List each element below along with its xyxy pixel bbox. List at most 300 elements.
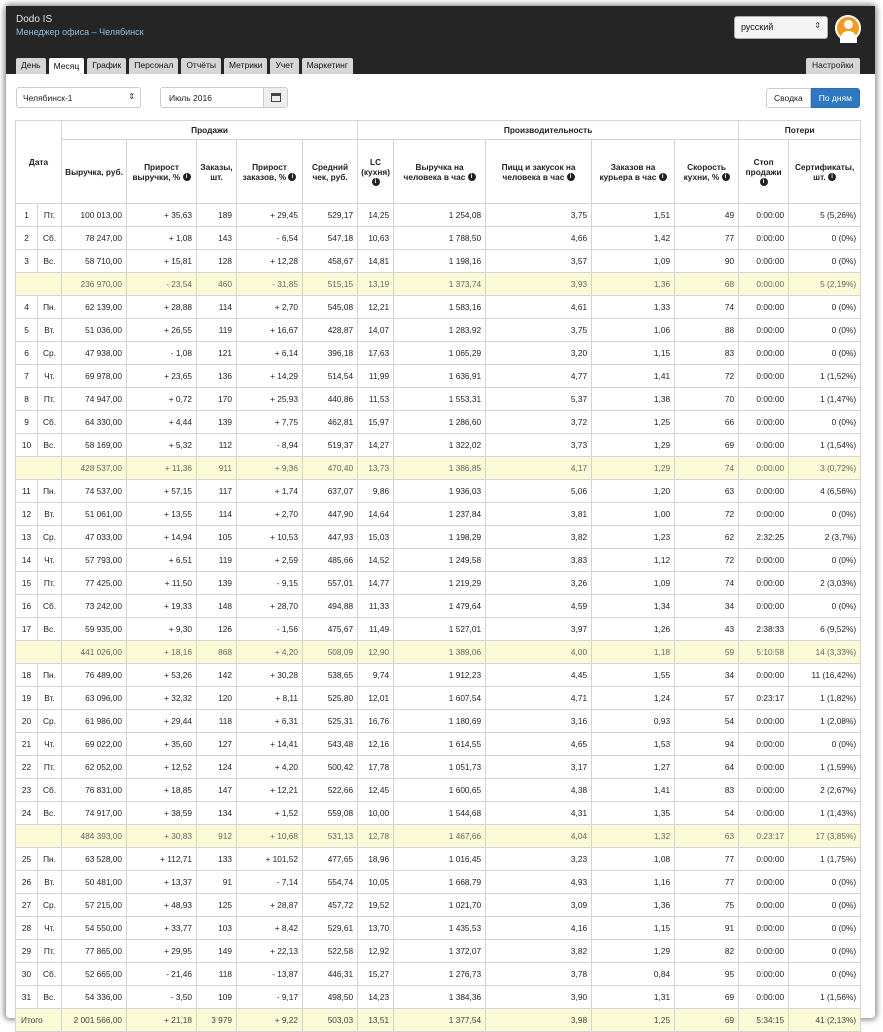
table-cell: 11,33: [358, 595, 394, 618]
tab-2[interactable]: График: [87, 58, 126, 74]
table-cell: 3,73: [486, 434, 592, 457]
table-cell: 82: [675, 940, 739, 963]
table-cell: 77: [675, 227, 739, 250]
table-cell: 1 583,16: [394, 296, 486, 319]
table-cell: + 15,81: [127, 250, 197, 273]
table-row: [16, 986, 861, 1009]
table-cell: 1,12: [592, 549, 675, 572]
table-cell: 1 (1,54%): [789, 434, 861, 457]
date-header: Дата: [16, 121, 62, 204]
table-cell: 0,93: [592, 710, 675, 733]
tab-6[interactable]: Учет: [270, 58, 298, 74]
table-cell: 63: [675, 480, 739, 503]
user-avatar-icon[interactable]: [835, 15, 861, 41]
tab-7[interactable]: Маркетинг: [302, 58, 353, 74]
table-cell: 1 (1,82%): [789, 687, 861, 710]
table-cell: Ср.: [38, 526, 62, 549]
table-cell: 69: [675, 986, 739, 1009]
table-cell: - 7,14: [237, 871, 303, 894]
table-cell: 62 052,00: [62, 756, 127, 779]
table-cell: 143: [197, 227, 237, 250]
table-cell: 1 (1,56%): [789, 986, 861, 1009]
table-row: [16, 480, 861, 503]
table-row: [16, 365, 861, 388]
table-cell: 54 336,00: [62, 986, 127, 1009]
revenue-header: Выручка, руб.: [62, 140, 127, 204]
table-cell: + 32,32: [127, 687, 197, 710]
table-cell: 14,23: [358, 986, 394, 1009]
lc-header[interactable]: LC (кухня) i: [358, 140, 394, 204]
table-cell: - 8,94: [237, 434, 303, 457]
table-cell: 10: [16, 434, 38, 457]
table-cell: 0 (0%): [789, 917, 861, 940]
stop-sales-header[interactable]: Стоп продажи i: [739, 140, 789, 204]
table-cell: Пн.: [38, 480, 62, 503]
table-cell: 16: [16, 595, 38, 618]
table-cell: 3,26: [486, 572, 592, 595]
table-cell: 1 254,08: [394, 204, 486, 227]
table-row: [16, 503, 861, 526]
settings-tab[interactable]: Настройки: [806, 58, 860, 74]
table-cell: 1 544,68: [394, 802, 486, 825]
table-cell: 9: [16, 411, 38, 434]
table-cell: + 10,68: [237, 825, 303, 848]
table-cell: 139: [197, 572, 237, 595]
table-cell: 64 330,00: [62, 411, 127, 434]
table-cell: 911: [197, 457, 237, 480]
table-cell: 0 (0%): [789, 549, 861, 572]
table-cell: 2 (2,67%): [789, 779, 861, 802]
table-cell: 126: [197, 618, 237, 641]
table-cell: + 0,72: [127, 388, 197, 411]
table-cell: 0 (0%): [789, 733, 861, 756]
table-cell: 5: [16, 319, 38, 342]
total-label: Итого: [16, 1009, 62, 1032]
app-subtitle-link[interactable]: Менеджер офиса – Челябинск: [16, 27, 144, 37]
table-cell: 477,65: [303, 848, 358, 871]
table-cell: 1 435,53: [394, 917, 486, 940]
table-cell: 0:00:00: [739, 296, 789, 319]
table-cell: 1 373,74: [394, 273, 486, 296]
info-icon[interactable]: i: [468, 173, 476, 181]
table-cell: Сб.: [38, 595, 62, 618]
language-select[interactable]: [734, 16, 828, 39]
city-select[interactable]: [16, 87, 141, 108]
table-cell: 3,75: [486, 319, 592, 342]
table-cell: 72: [675, 503, 739, 526]
table-cell: 0:00:00: [739, 894, 789, 917]
table-cell: 95: [675, 963, 739, 986]
tab-5[interactable]: Метрики: [224, 58, 267, 74]
table-cell: + 22,13: [237, 940, 303, 963]
table-cell: + 2,70: [237, 296, 303, 319]
table-cell: 4,45: [486, 664, 592, 687]
select-arrows-icon: ⇕: [814, 21, 821, 30]
table-cell: 3,23: [486, 848, 592, 871]
table-cell: 77 425,00: [62, 572, 127, 595]
tab-3[interactable]: Персонал: [129, 58, 178, 74]
table-cell: 136: [197, 365, 237, 388]
table-cell: 3,72: [486, 411, 592, 434]
table-cell: 51 036,00: [62, 319, 127, 342]
table-cell: 0:00:00: [739, 940, 789, 963]
week-summary-row: [16, 457, 861, 480]
table-cell: 0:00:00: [739, 342, 789, 365]
table-cell: Вс.: [38, 618, 62, 641]
main-tabs: [16, 58, 356, 74]
table-cell: 14,64: [358, 503, 394, 526]
table-cell: 54: [675, 710, 739, 733]
table-cell: 14,25: [358, 204, 394, 227]
table-cell: 0:00:00: [739, 227, 789, 250]
calendar-icon[interactable]: [263, 88, 287, 107]
table-cell: 12,78: [358, 825, 394, 848]
table-cell: - 6,54: [237, 227, 303, 250]
table-cell: 10,63: [358, 227, 394, 250]
rev-per-person-header[interactable]: Выручка на человека в час i: [394, 140, 486, 204]
table-cell: 22: [16, 756, 38, 779]
table-cell: 0:00:00: [739, 388, 789, 411]
table-cell: 1 936,03: [394, 480, 486, 503]
table-row: [16, 204, 861, 227]
table-cell: 0:00:00: [739, 319, 789, 342]
table-cell: 0:00:00: [739, 917, 789, 940]
table-cell: 13,70: [358, 917, 394, 940]
table-cell: 62 139,00: [62, 296, 127, 319]
table-cell: 69: [675, 434, 739, 457]
table-cell: 1 286,60: [394, 411, 486, 434]
table-cell: 440,86: [303, 388, 358, 411]
table-row: [16, 250, 861, 273]
table-cell: - 21,46: [127, 963, 197, 986]
table-cell: 4: [16, 296, 38, 319]
table-cell: 1 (1,75%): [789, 848, 861, 871]
table-cell: + 30,28: [237, 664, 303, 687]
revenue-growth-header[interactable]: Прирост выручки, % i: [127, 140, 197, 204]
table-cell: 1,36: [592, 894, 675, 917]
table-cell: 1,32: [592, 825, 675, 848]
table-cell: 0:00:00: [739, 273, 789, 296]
table-cell: 3: [16, 250, 38, 273]
table-cell: 1,34: [592, 595, 675, 618]
table-cell: 1 051,73: [394, 756, 486, 779]
info-icon[interactable]: i: [183, 173, 191, 181]
table-cell: 14,07: [358, 319, 394, 342]
table-cell: 109: [197, 986, 237, 1009]
table-cell: 3 (0,72%): [789, 457, 861, 480]
table-cell: 545,08: [303, 296, 358, 319]
info-icon[interactable]: i: [567, 173, 575, 181]
table-cell: 868: [197, 641, 237, 664]
table-cell: Чт.: [38, 733, 62, 756]
table-cell: 3,97: [486, 618, 592, 641]
table-cell: 15,97: [358, 411, 394, 434]
table-row: [16, 894, 861, 917]
table-cell: 74 917,00: [62, 802, 127, 825]
table-cell: 3,78: [486, 963, 592, 986]
table-cell: 1,31: [592, 986, 675, 1009]
table-cell: Пн.: [38, 848, 62, 871]
table-cell: Пн.: [38, 664, 62, 687]
table-cell: + 18,16: [127, 641, 197, 664]
table-row: [16, 848, 861, 871]
tab-4[interactable]: Отчёты: [181, 58, 221, 74]
table-cell: 88: [675, 319, 739, 342]
table-cell: 2:38:33: [739, 618, 789, 641]
table-cell: + 6,31: [237, 710, 303, 733]
table-cell: 475,67: [303, 618, 358, 641]
table-cell: 3,98: [486, 1009, 592, 1032]
table-cell: + 57,15: [127, 480, 197, 503]
table-cell: 16,76: [358, 710, 394, 733]
table-cell: + 14,94: [127, 526, 197, 549]
top-bar: [6, 6, 875, 74]
table-cell: 0:00:00: [739, 411, 789, 434]
table-cell: 485,66: [303, 549, 358, 572]
table-cell: 1 372,07: [394, 940, 486, 963]
table-cell: + 35,60: [127, 733, 197, 756]
table-cell: 0:00:00: [739, 963, 789, 986]
table-cell: 147: [197, 779, 237, 802]
table-cell: 0,84: [592, 963, 675, 986]
table-cell: 1,25: [592, 411, 675, 434]
kitchen-speed-header[interactable]: Скорость кухни, % i: [675, 140, 739, 204]
table-cell: 34: [675, 664, 739, 687]
table-cell: + 23,65: [127, 365, 197, 388]
table-cell: 543,48: [303, 733, 358, 756]
table-cell: 57: [675, 687, 739, 710]
table-cell: 912: [197, 825, 237, 848]
table-cell: 0:00:00: [739, 710, 789, 733]
table-cell: 3,20: [486, 342, 592, 365]
tab-0[interactable]: День: [16, 58, 46, 74]
table-cell: 4,77: [486, 365, 592, 388]
table-cell: 3,57: [486, 250, 592, 273]
info-icon[interactable]: i: [722, 173, 730, 181]
table-cell: 0 (0%): [789, 250, 861, 273]
app-window: [6, 6, 875, 1025]
table-cell: Пт.: [38, 940, 62, 963]
table-cell: 458,67: [303, 250, 358, 273]
table-cell: 2 001 566,00: [62, 1009, 127, 1032]
info-icon[interactable]: i: [659, 173, 667, 181]
table-cell: 0:00:00: [739, 365, 789, 388]
view-toggle: [766, 88, 860, 108]
table-cell: 3,09: [486, 894, 592, 917]
table-cell: 41 (2,13%): [789, 1009, 861, 1032]
info-icon[interactable]: i: [828, 173, 836, 181]
table-cell: Пн.: [38, 296, 62, 319]
table-cell: 441 026,00: [62, 641, 127, 664]
table-cell: 1,09: [592, 250, 675, 273]
table-cell: 12,01: [358, 687, 394, 710]
table-cell: 54 550,00: [62, 917, 127, 940]
table-cell: 14,52: [358, 549, 394, 572]
table-cell: 69: [675, 1009, 739, 1032]
table-cell: 0:00:00: [739, 986, 789, 1009]
table-body: [16, 204, 861, 1032]
table-cell: 514,54: [303, 365, 358, 388]
table-cell: 2 (3,03%): [789, 572, 861, 595]
table-row: [16, 411, 861, 434]
table-cell: + 9,30: [127, 618, 197, 641]
table-cell: 72: [675, 549, 739, 572]
table-cell: 13,51: [358, 1009, 394, 1032]
table-cell: Вт.: [38, 503, 62, 526]
table-cell: 76 831,00: [62, 779, 127, 802]
table-cell: 4,71: [486, 687, 592, 710]
orders-per-courier-header[interactable]: Заказов на курьера в час i: [592, 140, 675, 204]
table-cell: 4 (6,56%): [789, 480, 861, 503]
table-cell: 525,31: [303, 710, 358, 733]
certificates-header[interactable]: Сертификаты, шт. i: [789, 140, 861, 204]
table-cell: 121: [197, 342, 237, 365]
table-row: [16, 319, 861, 342]
table-cell: + 28,70: [237, 595, 303, 618]
table-cell: 19: [16, 687, 38, 710]
table-cell: 57 215,00: [62, 894, 127, 917]
table-cell: 470,40: [303, 457, 358, 480]
table-cell: + 25,93: [237, 388, 303, 411]
table-cell: 1,42: [592, 227, 675, 250]
table-cell: + 10,53: [237, 526, 303, 549]
table-cell: 54: [675, 802, 739, 825]
table-cell: + 112,71: [127, 848, 197, 871]
table-cell: 58 169,00: [62, 434, 127, 457]
table-cell: + 101,52: [237, 848, 303, 871]
table-cell: 58 710,00: [62, 250, 127, 273]
table-cell: 114: [197, 503, 237, 526]
table-cell: 457,72: [303, 894, 358, 917]
monthly-report-table: [15, 120, 860, 1032]
table-cell: 447,90: [303, 503, 358, 526]
table-cell: + 8,11: [237, 687, 303, 710]
table-cell: 68: [675, 273, 739, 296]
table-cell: 1 198,29: [394, 526, 486, 549]
table-row: [16, 549, 861, 572]
pizza-per-person-header[interactable]: Пицц и закусок на человека в час i: [486, 140, 592, 204]
table-cell: 3,82: [486, 940, 592, 963]
table-cell: Пт.: [38, 388, 62, 411]
table-cell: 1,35: [592, 802, 675, 825]
table-cell: 3,75: [486, 204, 592, 227]
tab-1[interactable]: Месяц: [49, 58, 85, 74]
table-cell: 8: [16, 388, 38, 411]
table-cell: 30: [16, 963, 38, 986]
table-cell: 125: [197, 894, 237, 917]
table-cell: 76 489,00: [62, 664, 127, 687]
table-cell: 17: [16, 618, 38, 641]
week-summary-row: [16, 641, 861, 664]
table-cell: 519,37: [303, 434, 358, 457]
table-cell: 19,52: [358, 894, 394, 917]
table-cell: 62: [675, 526, 739, 549]
table-cell: Ср.: [38, 894, 62, 917]
table-cell: 78 247,00: [62, 227, 127, 250]
table-cell: Ср.: [38, 710, 62, 733]
productivity-group-header: Производительность: [358, 121, 739, 140]
view-days-button[interactable]: По дням: [811, 88, 860, 108]
table-cell: 105: [197, 526, 237, 549]
table-cell: 559,08: [303, 802, 358, 825]
table-cell: 47 033,00: [62, 526, 127, 549]
table-cell: 14,27: [358, 434, 394, 457]
losses-group-header: Потери: [739, 121, 861, 140]
table-row: [16, 434, 861, 457]
table-cell: 447,93: [303, 526, 358, 549]
table-cell: 1 614,55: [394, 733, 486, 756]
table-cell: 66: [675, 411, 739, 434]
table-cell: 114: [197, 296, 237, 319]
table-cell: + 33,77: [127, 917, 197, 940]
info-icon[interactable]: i: [288, 173, 296, 181]
table-row: [16, 779, 861, 802]
table-cell: Чт.: [38, 365, 62, 388]
table-cell: 0 (0%): [789, 296, 861, 319]
table-cell: 4,38: [486, 779, 592, 802]
table-cell: 90: [675, 250, 739, 273]
table-cell: + 9,22: [237, 1009, 303, 1032]
table-cell: 11: [16, 480, 38, 503]
table-cell: 529,17: [303, 204, 358, 227]
table-cell: 119: [197, 319, 237, 342]
table-cell: - 9,15: [237, 572, 303, 595]
table-cell: 11,49: [358, 618, 394, 641]
table-cell: 0:00:00: [739, 756, 789, 779]
table-cell: 1 219,29: [394, 572, 486, 595]
table-cell: 3,90: [486, 986, 592, 1009]
table-cell: + 48,93: [127, 894, 197, 917]
table-cell: 522,58: [303, 940, 358, 963]
table-cell: 0:00:00: [739, 779, 789, 802]
table-cell: + 8,42: [237, 917, 303, 940]
table-cell: 494,88: [303, 595, 358, 618]
table-cell: 1,29: [592, 940, 675, 963]
table-cell: + 7,75: [237, 411, 303, 434]
table-cell: 1 (1,52%): [789, 365, 861, 388]
orders-growth-header[interactable]: Прирост заказов, % i: [237, 140, 303, 204]
info-icon[interactable]: i: [760, 178, 768, 186]
table-cell: 7: [16, 365, 38, 388]
table-cell: + 11,50: [127, 572, 197, 595]
table-cell: 0 (0%): [789, 503, 861, 526]
orders-header: Заказы, шт.: [197, 140, 237, 204]
view-summary-button[interactable]: Сводка: [766, 88, 811, 108]
table-cell: 4,16: [486, 917, 592, 940]
table-row: [16, 342, 861, 365]
table-cell: 3,83: [486, 549, 592, 572]
table-cell: 1 553,31: [394, 388, 486, 411]
table-cell: - 13,87: [237, 963, 303, 986]
table-row: [16, 572, 861, 595]
table-cell: 0:23:17: [739, 687, 789, 710]
month-picker[interactable]: [160, 87, 288, 108]
table-cell: 127: [197, 733, 237, 756]
table-cell: 6 (9,52%): [789, 618, 861, 641]
table-cell: 1 276,73: [394, 963, 486, 986]
table-cell: + 12,52: [127, 756, 197, 779]
table-cell: + 29,45: [237, 204, 303, 227]
table-cell: 538,65: [303, 664, 358, 687]
table-cell: 1,00: [592, 503, 675, 526]
table-cell: 4,00: [486, 641, 592, 664]
table-cell: 11,53: [358, 388, 394, 411]
table-cell: 1,29: [592, 434, 675, 457]
table-cell: 29: [16, 940, 38, 963]
table-row: [16, 388, 861, 411]
info-icon[interactable]: i: [372, 178, 380, 186]
table-cell: + 19,33: [127, 595, 197, 618]
